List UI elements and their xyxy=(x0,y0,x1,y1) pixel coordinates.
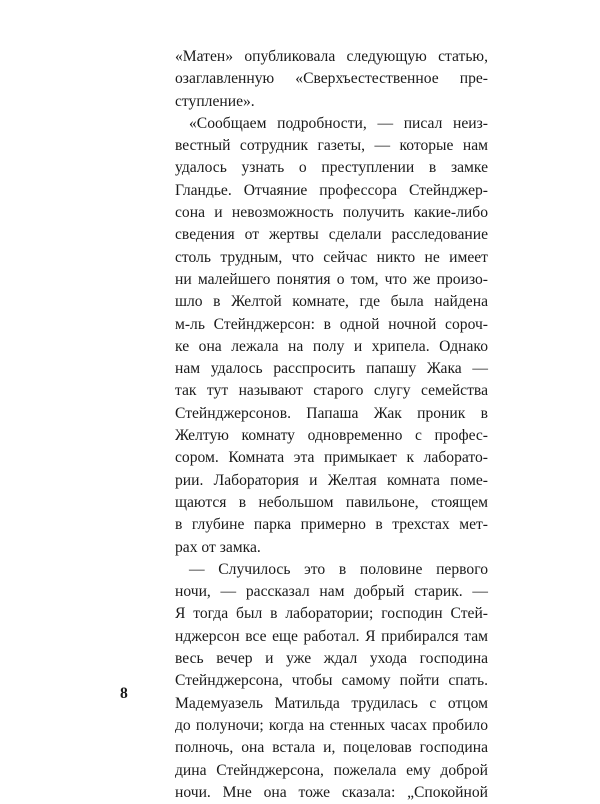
page-text-body xyxy=(175,46,488,804)
text-line: сона и невозможность получить какие-либо xyxy=(175,204,488,222)
text-line: Стейнджерсонов. Папаша Жак проник в xyxy=(175,404,488,422)
text-line: Я тогда был в лаборатории; господин Стей- xyxy=(175,605,488,623)
text-line: полночь, она встала и, поцеловав господина xyxy=(175,739,488,757)
text-line: ступление». xyxy=(175,92,255,110)
text-line: сором. Комната эта примыкает к лаборато- xyxy=(175,449,488,467)
text-line: столь трудным, что сейчас никто не имеет xyxy=(175,248,488,266)
text-line: — Случилось это в половине первого xyxy=(189,560,488,578)
text-line: шло в Желтой комнате, где была найдена xyxy=(175,293,488,311)
text-line: Мадемуазель Матильда трудилась с отцом xyxy=(175,694,488,712)
text-line: «Сообщаем подробности, — писал неиз- xyxy=(189,114,488,132)
text-line: нджерсон все еще работал. Я прибирался там xyxy=(175,627,488,645)
text-line: ни малейшего понятия о том, что же произо- xyxy=(175,270,488,288)
text-line: до полуночи; когда на стенных часах пробило xyxy=(175,716,488,734)
page-number: 8 xyxy=(120,685,128,702)
text-line: озаглавленную «Сверхъестественное пре- xyxy=(175,70,488,88)
text-line: вестный сотрудник газеты, — которые нам xyxy=(175,137,488,155)
text-line: рии. Лаборатория и Желтая комната поме- xyxy=(175,471,488,489)
text-line: ночи, — рассказал нам добрый старик. — xyxy=(175,583,488,601)
text-line: рах от замка. xyxy=(175,538,261,556)
text-line: сведения от жертвы сделали расследование xyxy=(175,226,488,244)
text-line: Стейнджерсона, чтобы самому пойти спать. xyxy=(175,672,488,690)
text-line: ке она лежала на полу и хрипела. Однако xyxy=(175,337,488,355)
text-line: «Матен» опубликовала следующую статью, xyxy=(175,48,488,65)
text-line: м-ль Стейнджерсон: в одной ночной сороч- xyxy=(175,315,488,333)
text-line: в глубине парка примерно в трехстах мет- xyxy=(175,516,488,534)
text-line: удалось узнать о преступлении в замке xyxy=(175,159,488,177)
text-line: щаются в небольшом павильоне, стоящем xyxy=(175,493,488,511)
text-line: так тут называют старого слугу семейства xyxy=(175,382,488,400)
text-line: нам удалось расспросить папашу Жака — xyxy=(175,360,488,378)
text-line: Гландье. Отчаяние профессора Стейнджер- xyxy=(175,181,488,199)
text-line: ночи. Мне она тоже сказала: „Спокойной xyxy=(175,783,488,801)
text-line: Желтую комнату одновременно с профес- xyxy=(175,427,488,445)
text-line: весь вечер и уже ждал ухода господина xyxy=(175,650,488,668)
text-line: дина Стейнджерсона, пожелала ему доброй xyxy=(175,761,488,779)
